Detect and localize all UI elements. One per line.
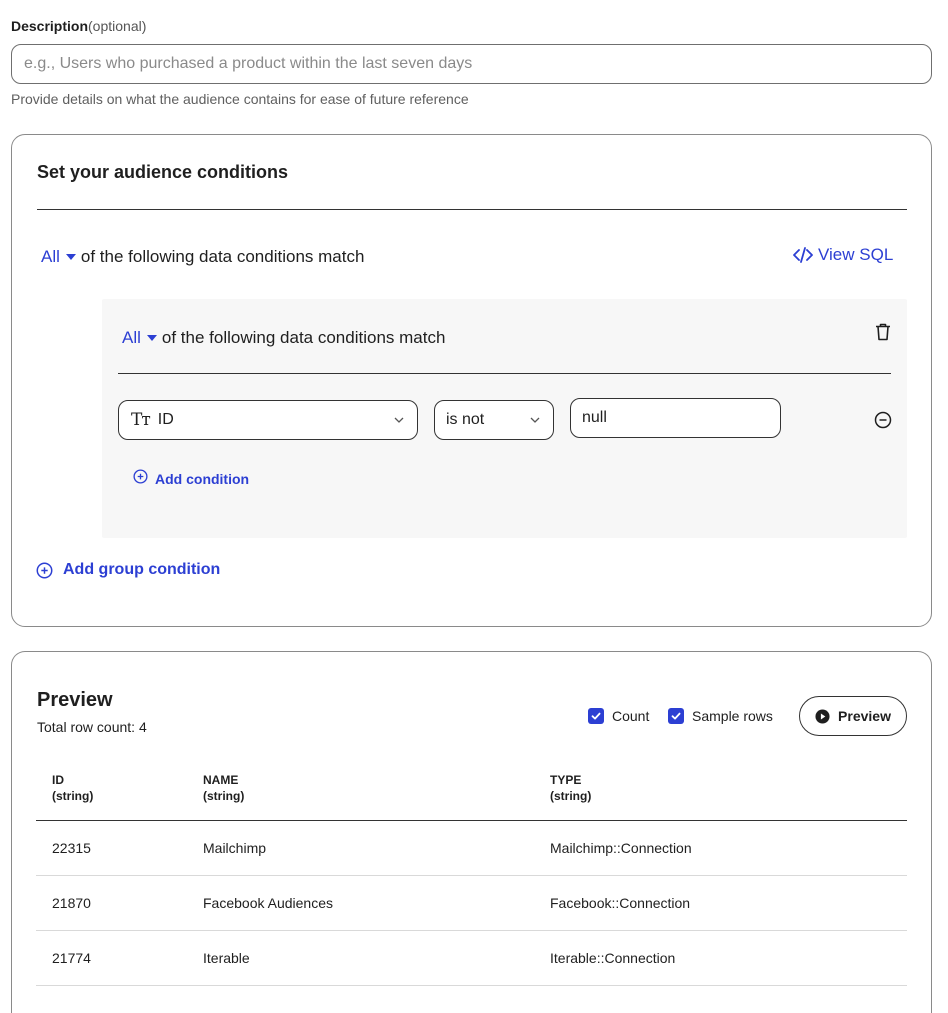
conditions-divider <box>37 209 907 210</box>
caret-down-icon <box>147 335 157 341</box>
preview-title: Preview <box>37 689 113 711</box>
cell-id: 22315 <box>36 821 187 876</box>
sample-rows-checkbox-label: Sample rows <box>692 708 773 724</box>
column-header-name <box>187 770 534 821</box>
column-header-type <box>534 770 907 821</box>
table-row <box>36 821 907 876</box>
group-match-selector[interactable] <box>122 328 162 348</box>
description-help-text: Provide details on what the audience contains for ease of future reference <box>11 91 469 107</box>
condition-group <box>102 299 907 538</box>
checkbox-checked-icon <box>588 708 604 724</box>
column-name: TYPE <box>550 773 582 787</box>
cell-type: Iterable::Connection <box>534 931 907 986</box>
caret-down-icon <box>66 254 76 260</box>
code-icon <box>793 247 813 263</box>
description-label-text: Description <box>11 18 89 34</box>
table-row <box>36 876 907 931</box>
root-match-row <box>41 247 364 267</box>
table-header-row <box>36 770 907 821</box>
column-type: (string) <box>52 789 94 803</box>
plus-circle-icon <box>36 562 53 579</box>
condition-field-value: ID <box>157 411 174 428</box>
add-group-condition-button[interactable] <box>36 561 220 579</box>
table-row <box>36 931 907 986</box>
cell-id: 21870 <box>36 876 187 931</box>
preview-button[interactable] <box>799 696 907 736</box>
count-checkbox[interactable] <box>588 708 649 724</box>
cell-name: Mailchimp <box>187 821 534 876</box>
add-condition-button[interactable] <box>133 471 249 487</box>
group-match-selector-label: All <box>122 328 141 347</box>
root-match-text: of the following data conditions match <box>80 247 365 266</box>
condition-operator-select[interactable] <box>434 400 554 440</box>
preview-button-label: Preview <box>838 708 891 724</box>
view-sql-label: View SQL <box>818 245 894 264</box>
condition-field-select[interactable] <box>118 400 418 440</box>
group-match-row <box>122 328 445 348</box>
preview-card <box>11 651 932 1013</box>
minus-circle-icon <box>874 411 892 429</box>
chevron-down-icon <box>529 415 541 425</box>
condition-value-input[interactable] <box>570 398 781 438</box>
cell-name: Facebook Audiences <box>187 876 534 931</box>
add-group-condition-label: Add group condition <box>63 561 221 578</box>
group-divider <box>118 373 891 374</box>
checkbox-checked-icon <box>668 708 684 724</box>
cell-type: Facebook::Connection <box>534 876 907 931</box>
delete-group-button[interactable] <box>875 323 891 346</box>
view-sql-button[interactable] <box>793 245 893 265</box>
description-optional-text: (optional) <box>88 18 147 34</box>
column-name: ID <box>52 773 64 787</box>
sample-rows-checkbox[interactable] <box>668 708 773 724</box>
conditions-title: Set your audience conditions <box>37 162 289 182</box>
cell-type: Mailchimp::Connection <box>534 821 907 876</box>
root-match-selector-label: All <box>41 247 60 266</box>
column-header-id <box>36 770 187 821</box>
preview-table <box>36 770 907 986</box>
trash-icon <box>875 323 891 341</box>
root-match-selector[interactable] <box>41 247 81 267</box>
total-row-count: Total row count: 4 <box>37 719 147 735</box>
column-name: NAME <box>203 773 239 787</box>
audience-conditions-card <box>11 134 932 627</box>
group-match-text: of the following data conditions match <box>161 328 446 347</box>
plus-circle-icon <box>133 469 148 484</box>
column-type: (string) <box>203 789 245 803</box>
cell-name: Iterable <box>187 931 534 986</box>
column-type: (string) <box>550 789 592 803</box>
description-input[interactable] <box>11 44 932 84</box>
play-circle-icon <box>815 709 830 724</box>
chevron-down-icon <box>393 415 405 425</box>
remove-condition-button[interactable] <box>874 411 892 434</box>
add-condition-label: Add condition <box>155 471 250 487</box>
description-label <box>11 18 146 34</box>
condition-operator-value: is not <box>446 411 485 428</box>
count-checkbox-label: Count <box>612 708 650 724</box>
text-type-icon: Tт <box>131 410 150 430</box>
cell-id: 21774 <box>36 931 187 986</box>
